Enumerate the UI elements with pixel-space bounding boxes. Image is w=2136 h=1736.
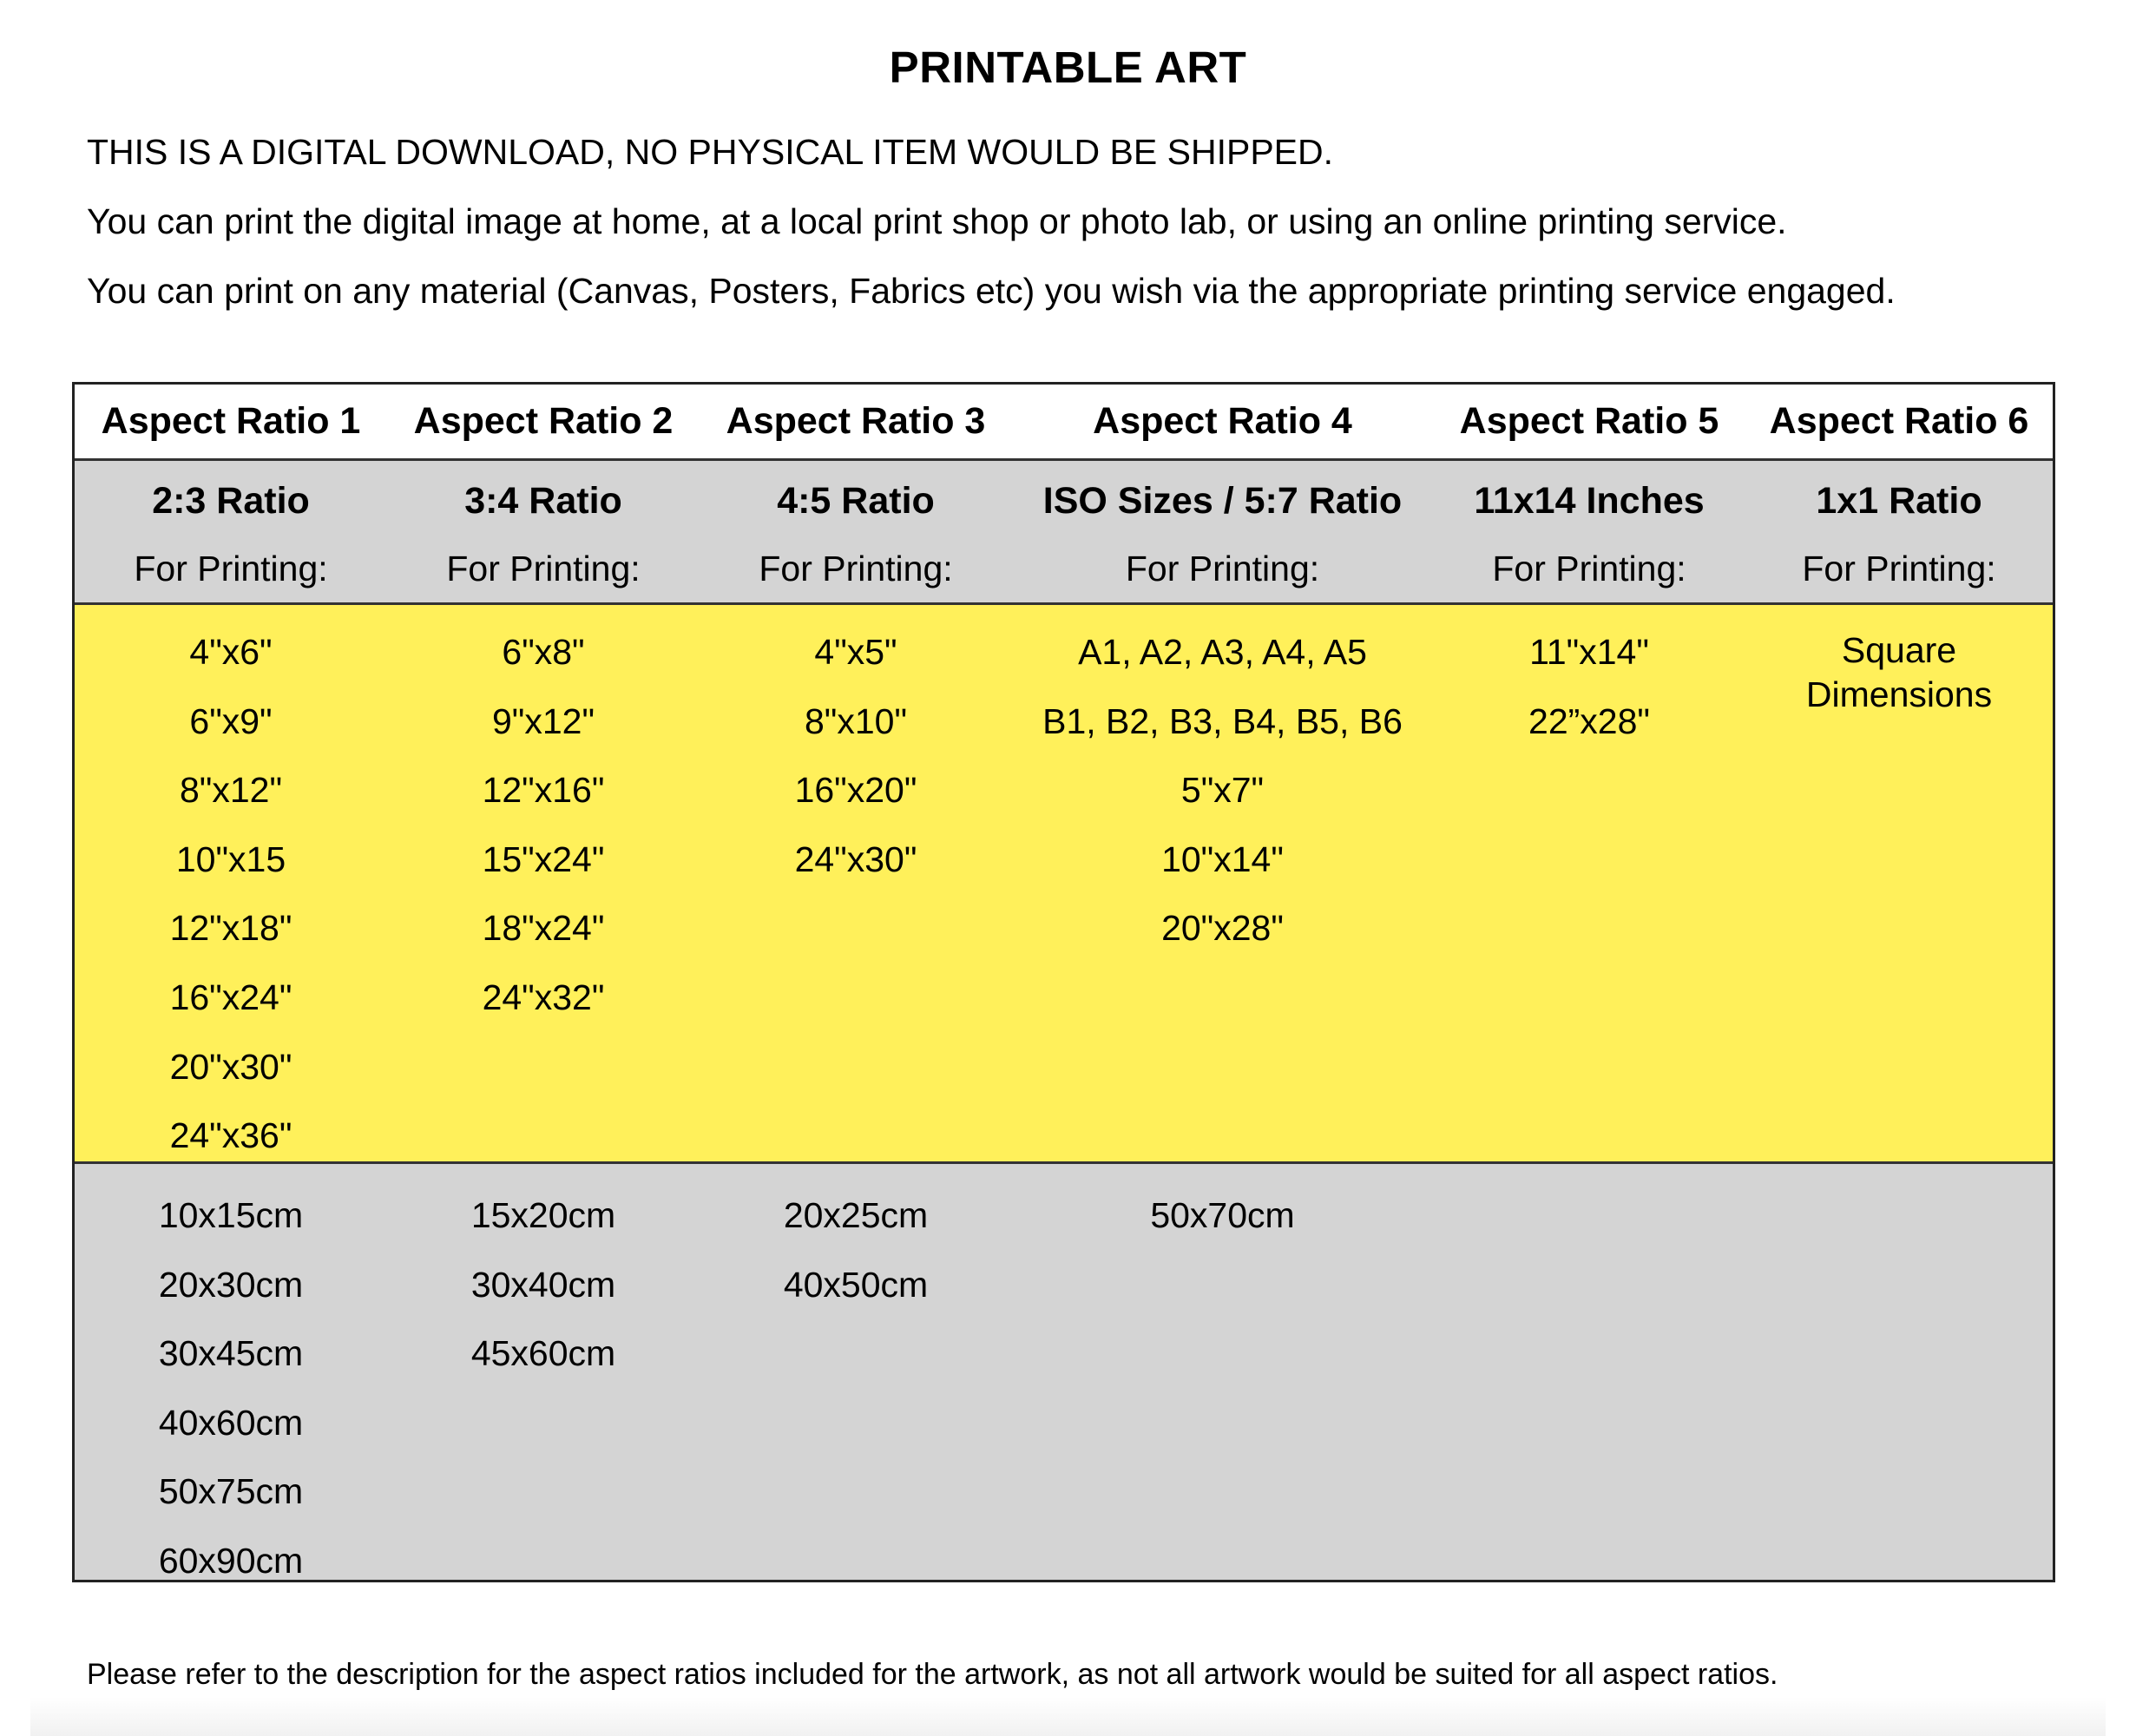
ratio-name: 2:3 Ratio	[152, 480, 310, 522]
size-item: 12"x16"	[482, 770, 605, 811]
size-item: 50x70cm	[1150, 1195, 1295, 1235]
cm-sizes-cell	[75, 1164, 387, 1580]
size-item: 5"x7"	[1180, 770, 1265, 811]
print-material-text: You can print on any material (Canvas, Posters, Fabrics etc) you wish via the appropriate printing service engaged.	[87, 271, 1896, 311]
inch-sizes-cell	[1433, 605, 1745, 1161]
column-heading: Aspect Ratio 6	[1769, 400, 2029, 442]
for-printing-label: For Printing:	[1802, 549, 1996, 589]
size-item: B1, B2, B3, B4, B5, B6	[1042, 700, 1403, 741]
for-printing-label: For Printing:	[446, 549, 641, 589]
size-item: 60x90cm	[158, 1540, 304, 1581]
size-item: 16"x24"	[169, 976, 292, 1017]
ratio-name: 3:4 Ratio	[464, 480, 622, 522]
inch-size-list	[75, 605, 387, 1171]
size-item: 40x50cm	[783, 1264, 929, 1305]
cm-size-list	[75, 1164, 387, 1596]
inch-size-list	[1012, 605, 1433, 963]
size-item: 10"x14"	[1161, 838, 1284, 879]
square-label: Square	[1841, 630, 1957, 670]
size-item: 12"x18"	[169, 908, 292, 949]
inch-sizes-cell	[387, 605, 700, 1161]
for-printing-label: For Printing:	[1492, 549, 1686, 589]
cm-sizes-cell	[1745, 1164, 2053, 1580]
for-printing-label: For Printing:	[759, 549, 953, 589]
size-item: 22”x28"	[1528, 700, 1650, 741]
size-item: 16"x20"	[794, 770, 917, 811]
ratio-name: ISO Sizes / 5:7 Ratio	[1042, 480, 1403, 522]
ratio-name: 4:5 Ratio	[777, 480, 935, 522]
cm-sizes-cell	[700, 1164, 1012, 1580]
ratio-cell	[387, 461, 700, 602]
size-item: 30x45cm	[158, 1333, 304, 1374]
inch-size-list	[700, 605, 1012, 894]
ratio-cell	[1012, 461, 1433, 602]
size-item: 40x60cm	[158, 1402, 304, 1443]
inch-sizes-cell	[700, 605, 1012, 1161]
size-item: 8"x10"	[804, 700, 907, 741]
size-item: 15"x24"	[482, 838, 605, 879]
ratio-cell	[1433, 461, 1745, 602]
size-item: 20x25cm	[783, 1195, 929, 1235]
cm-sizes-cell	[387, 1164, 700, 1580]
ratio-name: 1x1 Ratio	[1816, 480, 1982, 522]
cm-size-list	[1433, 1164, 1745, 1181]
print-size-table	[72, 382, 2055, 1582]
size-item: 45x60cm	[470, 1333, 616, 1374]
size-item: 20x30cm	[158, 1264, 304, 1305]
column-heading: Aspect Ratio 1	[101, 400, 361, 442]
inch-sizes-cell	[75, 605, 387, 1161]
inch-sizes-row	[75, 605, 2053, 1164]
column-heading: Aspect Ratio 2	[413, 400, 674, 442]
inch-size-list	[387, 605, 700, 1033]
for-printing-label: For Printing:	[134, 549, 328, 589]
size-item: 20"x28"	[1161, 908, 1284, 949]
size-item: 4"x6"	[189, 632, 273, 672]
cm-size-list	[1745, 1164, 2053, 1181]
size-item: 20"x30"	[169, 1046, 292, 1087]
digital-download-notice: THIS IS A DIGITAL DOWNLOAD, NO PHYSICAL ITEM WOULD BE SHIPPED.	[87, 132, 1334, 172]
size-item: 10"x15	[175, 838, 286, 879]
ratio-name: 11x14 Inches	[1474, 480, 1705, 522]
size-item: 30x40cm	[470, 1264, 616, 1305]
size-item: 24"x32"	[482, 976, 605, 1017]
column-heading: Aspect Ratio 5	[1459, 400, 1719, 442]
size-item: 50x75cm	[158, 1471, 304, 1512]
size-item: 11"x14"	[1529, 632, 1649, 672]
ratio-cell	[75, 461, 387, 602]
ratio-cell	[700, 461, 1012, 602]
size-item: 10x15cm	[158, 1195, 304, 1235]
inch-size-list	[1433, 605, 1745, 756]
for-printing-label: For Printing:	[1125, 549, 1320, 589]
cm-size-list	[700, 1164, 1012, 1319]
print-options-text: You can print the digital image at home, at a local print shop or photo lab, or using an online printing service.	[87, 201, 1787, 241]
cm-size-list	[1012, 1164, 1433, 1251]
footer-note: Please refer to the description for the aspect ratios included for the artwork, as not all artwork would be suited for all aspect ratios.	[87, 1658, 1778, 1691]
table-header-row	[75, 385, 2053, 461]
cm-sizes-cell	[1012, 1164, 1433, 1580]
page-title: PRINTABLE ART	[889, 43, 1247, 92]
size-item: 4"x5"	[814, 632, 897, 672]
column-heading: Aspect Ratio 4	[1093, 400, 1352, 442]
cm-sizes-cell	[1433, 1164, 1745, 1580]
size-item: 15x20cm	[470, 1195, 616, 1235]
size-item: 24"x30"	[794, 838, 917, 879]
size-item: A1, A2, A3, A4, A5	[1078, 632, 1367, 672]
cm-sizes-row	[75, 1164, 2053, 1580]
ratio-row	[75, 461, 2053, 605]
inch-sizes-cell	[1012, 605, 1433, 1161]
size-item: 8"x12"	[179, 770, 282, 811]
ratio-cell	[1745, 461, 2053, 602]
size-item: 9"x12"	[491, 700, 595, 741]
square-dimensions-cell	[1745, 605, 2053, 1161]
intro-text	[87, 117, 2083, 326]
cm-size-list	[387, 1164, 700, 1389]
dimensions-label: Dimensions	[1805, 674, 1993, 714]
column-heading: Aspect Ratio 3	[726, 400, 986, 442]
size-item: 6"x8"	[502, 632, 585, 672]
size-item: 6"x9"	[189, 700, 273, 741]
bottom-edge	[30, 1697, 2106, 1736]
size-item: 18"x24"	[482, 908, 605, 949]
size-item: 24"x36"	[169, 1115, 292, 1156]
